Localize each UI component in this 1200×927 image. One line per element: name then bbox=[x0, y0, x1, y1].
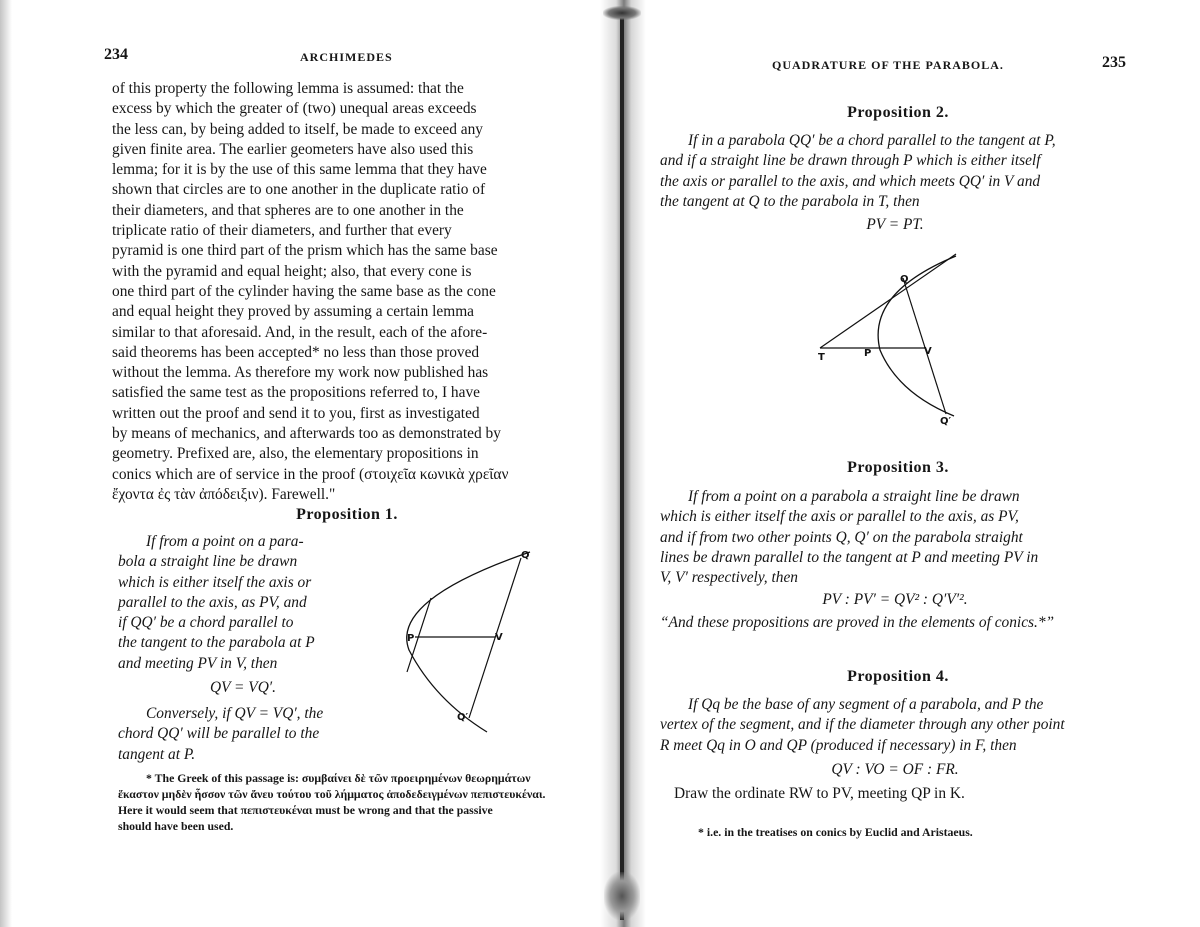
text-line: the axis or parallel to the axis, and which meets QQ′ in V and bbox=[660, 172, 1041, 190]
text-line: without the lemma. As therefore my work now published has bbox=[112, 364, 489, 382]
footnote-line: ἕκαστον μηδὲν ἧσσον τῶν ἄνευ τούτου τοῦ λήμματος ἀποδεδειγμένων πεπιστευκέναι. bbox=[118, 787, 546, 801]
text-line: tangent at P. bbox=[118, 745, 196, 763]
text-line: If from a point on a para- bbox=[146, 533, 304, 550]
proposition-1-text bbox=[118, 532, 368, 674]
text-line: chord QQ′ will be parallel to the bbox=[118, 725, 320, 743]
footnote-line: * The Greek of this passage is: συμβαίνει δὲ τῶν προειρημένων θεωρημάτων bbox=[146, 771, 531, 785]
proposition-2-text bbox=[660, 131, 1130, 212]
text-line: and meeting PV in V, then bbox=[118, 654, 278, 672]
text-line: written out the proof and send it to you, first as investigated bbox=[112, 404, 480, 422]
right-page-number: 235 bbox=[1102, 54, 1126, 71]
text-line: the less can, by being added to itself, be made to exceed any bbox=[112, 120, 483, 138]
text-line: geometry. Prefixed are, also, the elementary propositions in bbox=[112, 445, 479, 463]
left-footnote bbox=[118, 770, 586, 834]
right-page bbox=[628, 0, 1200, 927]
proposition-2-equation: PV = PT. bbox=[866, 216, 924, 233]
book-spine-line bbox=[620, 10, 624, 920]
text-line: and if a straight line be drawn through P which is either itself bbox=[660, 152, 1041, 170]
text-line: bola a straight line be drawn bbox=[118, 553, 298, 571]
left-running-head: ARCHIMEDES bbox=[300, 50, 393, 64]
text-line: If from a point on a parabola a straight line be drawn bbox=[688, 488, 1020, 505]
label-p: P bbox=[407, 633, 415, 644]
text-line: and equal height they proved by assuming a certain lemma bbox=[112, 303, 474, 321]
text-line: R meet Qq in O and QP (produced if necessary) in F, then bbox=[660, 736, 1017, 754]
proposition-1-figure bbox=[395, 540, 555, 755]
text-line: parallel to the axis, as PV, and bbox=[118, 593, 307, 611]
text-line: of this property the following lemma is assumed: that the bbox=[112, 80, 464, 97]
proposition-2-title: Proposition 2. bbox=[847, 104, 949, 121]
text-line: with the pyramid and equal height; also, that every cone is bbox=[112, 262, 472, 280]
text-line: which is either itself the axis or parallel to the axis, as PV, bbox=[660, 508, 1019, 526]
proposition-3-equation: PV : PV′ = QV² : Q′V′². bbox=[822, 591, 968, 608]
text-line: If Qq be the base of any segment of a parabola, and P the bbox=[688, 696, 1044, 713]
label-p: P bbox=[864, 348, 872, 359]
label-v: V bbox=[495, 632, 503, 643]
right-running-head: QUADRATURE OF THE PARABOLA. bbox=[772, 58, 1004, 72]
text-line: the tangent at Q to the parabola in T, then bbox=[660, 192, 920, 210]
parabola-curve bbox=[878, 256, 956, 416]
text-line: shown that circles are to one another in the duplicate ratio of bbox=[112, 181, 486, 199]
text-line: Conversely, if QV = VQ′, the bbox=[146, 705, 324, 722]
proposition-4-equation: QV : VO = OF : FR. bbox=[831, 761, 959, 778]
text-line: one third part of the cylinder having the same base as the cone bbox=[112, 282, 496, 300]
proposition-3-quote: “And these propositions are proved in the elements of conics.*” bbox=[660, 614, 1055, 631]
intro-paragraph bbox=[112, 79, 582, 505]
text-line: which is either itself the axis or bbox=[118, 573, 312, 591]
text-line: the tangent to the parabola at P bbox=[118, 634, 315, 652]
text-line: If in a parabola QQ′ be a chord parallel to the tangent at P, bbox=[688, 132, 1056, 149]
text-line: satisfied the same test as the propositions referred to, I have bbox=[112, 384, 480, 402]
text-line: pyramid is one third part of the prism which has the same base bbox=[112, 242, 498, 260]
text-line: conics which are of service in the proof (στοιχεῖα κωνικὰ χρεῖαν bbox=[112, 465, 509, 483]
parabola-curve bbox=[407, 552, 530, 732]
footnote-line: Here it would seem that πεπιστευκέναι must be wrong and that the passive bbox=[118, 803, 493, 817]
text-line: if QQ′ be a chord parallel to bbox=[118, 614, 294, 632]
label-v: V bbox=[924, 346, 932, 357]
right-footnote: * i.e. in the treatises on conics by Euclid and Aristaeus. bbox=[698, 825, 973, 839]
left-page-number: 234 bbox=[104, 46, 128, 63]
text-line: vertex of the segment, and if the diameter through any other point bbox=[660, 716, 1065, 734]
text-line: ἔχοντα ἐς τὰν ἀπόδειξιν). Farewell." bbox=[112, 485, 336, 503]
text-line: similar to that aforesaid. And, in the result, each of the afore- bbox=[112, 323, 488, 341]
proposition-3-text bbox=[660, 487, 1130, 588]
label-q: Q bbox=[521, 550, 530, 561]
text-line: excess by which the greater of (two) unequal areas exceeds bbox=[112, 100, 477, 118]
label-t: T bbox=[818, 352, 825, 363]
proposition-4-ordinate-line: Draw the ordinate RW to PV, meeting QP in K. bbox=[674, 785, 965, 802]
tangent-at-q bbox=[820, 254, 956, 348]
label-q: Q bbox=[900, 274, 909, 285]
text-line: lines be drawn parallel to the tangent at P and meeting PV in bbox=[660, 548, 1039, 566]
proposition-2-figure bbox=[808, 248, 988, 428]
proposition-1-title: Proposition 1. bbox=[296, 506, 398, 523]
proposition-4-text bbox=[660, 695, 1130, 756]
text-line: said theorems has been accepted* no less than those proved bbox=[112, 343, 480, 361]
text-line: triplicate ratio of their diameters, and further that every bbox=[112, 222, 452, 240]
proposition-4-title: Proposition 4. bbox=[847, 668, 949, 685]
text-line: given finite area. The earlier geometers have also used this bbox=[112, 140, 474, 158]
proposition-1-converse bbox=[118, 704, 368, 765]
text-line: their diameters, and that spheres are to one another in the bbox=[112, 201, 464, 219]
text-line: by means of mechanics, and afterwards too as demonstrated by bbox=[112, 425, 501, 443]
label-q-prime: Q′ bbox=[940, 416, 952, 427]
label-q-prime: Q′ bbox=[457, 712, 469, 723]
proposition-3-title: Proposition 3. bbox=[847, 459, 949, 476]
proposition-1-equation: QV = VQ′. bbox=[209, 679, 277, 696]
text-line: and if from two other points Q, Q′ on the parabola straight bbox=[660, 528, 1023, 546]
footnote-line: should have been used. bbox=[118, 819, 234, 833]
text-line: lemma; for it is by the use of this same lemma that they have bbox=[112, 161, 487, 179]
text-line: V, V′ respectively, then bbox=[660, 569, 798, 587]
